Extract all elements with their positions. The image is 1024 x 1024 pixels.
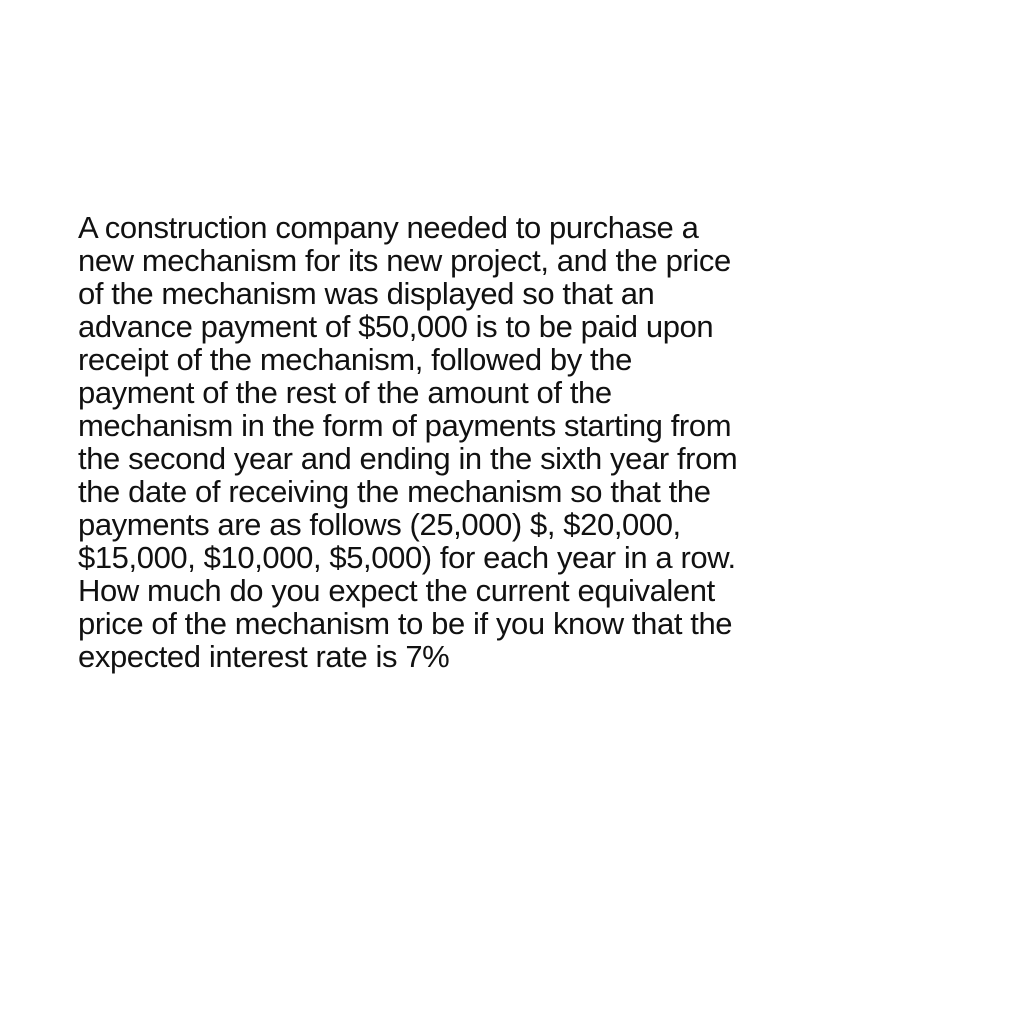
text-line: advance payment of $50,000 is to be paid upon [78, 309, 714, 344]
text-line: payments are as follows (25,000) $, $20,000, [78, 507, 681, 542]
question-text [78, 211, 737, 673]
text-line: the date of receiving the mechanism so that the [78, 474, 711, 509]
text-line: How much do you expect the current equivalent [78, 573, 715, 608]
text-line: expected interest rate is 7% [78, 639, 450, 674]
text-line: new mechanism for its new project, and the price [78, 243, 731, 278]
text-line: payment of the rest of the amount of the [78, 375, 612, 410]
text-line: of the mechanism was displayed so that an [78, 276, 655, 311]
text-line: receipt of the mechanism, followed by the [78, 342, 632, 377]
text-line: the second year and ending in the sixth year from [78, 441, 738, 476]
text-line: price of the mechanism to be if you know that the [78, 606, 733, 641]
text-line: mechanism in the form of payments starting from [78, 408, 732, 443]
text-line: $15,000, $10,000, $5,000) for each year in a row. [78, 540, 736, 575]
text-line: A construction company needed to purchase a [78, 210, 699, 245]
